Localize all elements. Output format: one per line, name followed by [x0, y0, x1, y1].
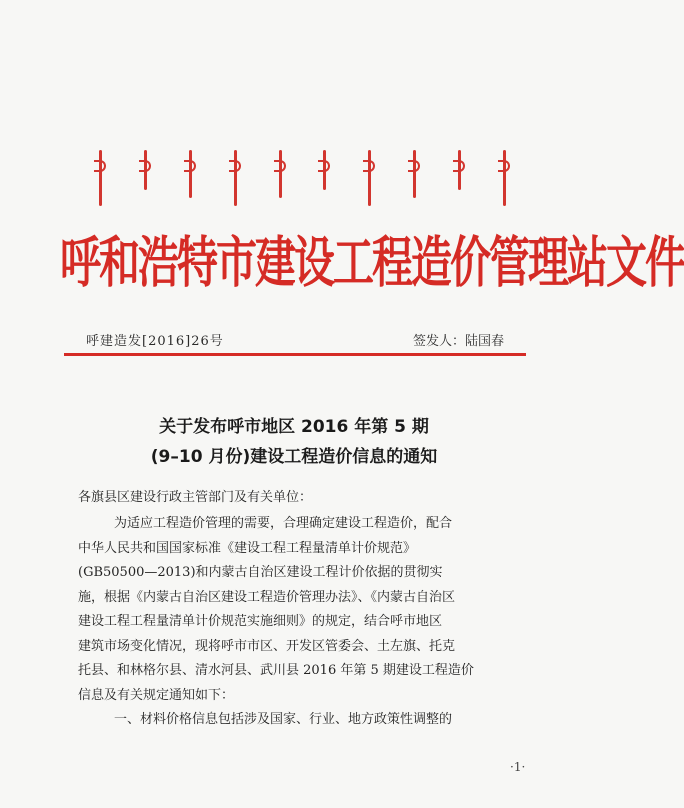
document-number: 呼建造发[2016]26号	[86, 334, 224, 349]
page-number: ·1·	[510, 760, 526, 774]
body-line: 为适应工程造价管理的需要，合理确定建设工程造价，配合	[114, 516, 453, 531]
notice-title-line-2: (9–10 月份)建设工程造价信息的通知	[150, 447, 438, 467]
mongolian-glyph	[92, 150, 108, 206]
mongolian-glyph	[496, 150, 512, 206]
body-paragraph	[78, 512, 518, 733]
body-line: 中华人民共和国国家标准《建设工程工程量清单计价规范》	[78, 540, 417, 556]
body-line: 一、材料价格信息包括涉及国家、行业、地方政策性调整的	[114, 712, 453, 727]
mongolian-script-header	[92, 150, 512, 212]
mongolian-glyph	[272, 150, 288, 198]
body-line: 建筑市场变化情况，现将呼市市区、开发区管委会、土左旗、托克	[78, 638, 456, 654]
document-header-title: 呼和浩特市建设工程造价管理站文件	[60, 230, 684, 295]
red-divider	[64, 353, 526, 356]
mongolian-glyph	[227, 150, 243, 206]
body-line: (GB50500—2013)和内蒙古自治区建设工程计价依据的贯彻实	[78, 565, 443, 580]
body-line: 托县、和林格尔县、清水河县、武川县 2016 年第 5 期建设工程造价	[78, 663, 474, 678]
body-line: 信息及有关规定通知如下：	[78, 687, 235, 703]
mongolian-glyph	[361, 150, 377, 206]
mongolian-glyph	[451, 150, 467, 190]
body-line: 施，根据《内蒙古自治区建设工程造价管理办法》、《内蒙古自治区	[78, 589, 456, 605]
mongolian-glyph	[316, 150, 332, 190]
salutation: 各旗县区建设行政主管部门及有关单位：	[78, 490, 313, 505]
mongolian-glyph	[137, 150, 153, 190]
body-line: 建设工程工程量清单计价规范实施细则》的规定，结合呼市地区	[78, 614, 443, 629]
notice-title-line-1: 关于发布呼市地区 2016 年第 5 期	[159, 417, 429, 437]
signer: 签发人：陆国春	[412, 334, 504, 349]
mongolian-glyph	[406, 150, 422, 198]
mongolian-glyph	[182, 150, 198, 198]
